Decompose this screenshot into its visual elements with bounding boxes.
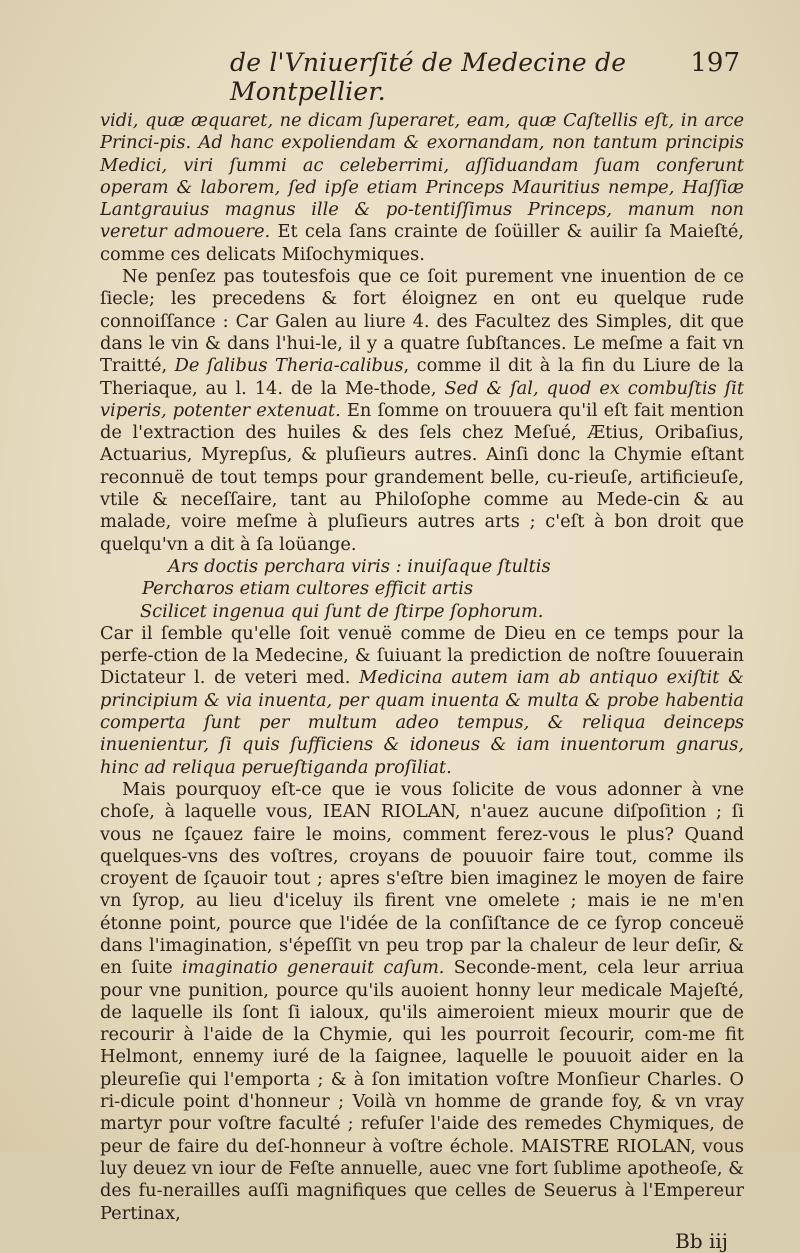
page-number: 197 xyxy=(690,48,740,78)
treatise-title: De ſalibus Theria-calibus xyxy=(174,355,404,377)
paragraph-2 xyxy=(100,266,744,556)
paragraph-1 xyxy=(100,110,744,266)
paragraph-4 xyxy=(100,779,744,1225)
page-header xyxy=(100,48,744,106)
verse-line: Perchαros etiam cultores efficit artis xyxy=(142,578,474,600)
paragraph-2-text-a: Ne penſez pas toutesfois que ce ſoit purement vne inuention de ce ſiecle; les precedens & fort éloignez en ont eu quelque rude connoiſſance : Car Galen au liure 4. des Facultez des Simples, dit que dans le vin & dans l'hui-le, il y a quatre ſubſtances. Le meſme a fait vn Traitté, xyxy=(100,266,744,377)
latin-phrase: imaginatio generauit caſum. xyxy=(181,957,445,979)
paragraph-3 xyxy=(100,623,744,779)
paragraph-4-text-b: Seconde-ment, cela leur arriua pour vne punition, pource qu'ils auoient honny leur medicale Majeſté, de laquelle ils ſont ſi ialoux, qu'ils aimeroient mieux mourir que de recourir à l'aide de la Chymie, qui les pourroit ſecourir, com-me fit Helmont, ennemy iuré de la ſaignee, laquelle le pouuoit aider en la pleureſie qui l'emporta ; & à ſon imitation voſtre Monſieur Charles. O ri-dicule point d'honneur ; Voilà vn homme de grande foy, & vn vray martyr pour voſtre faculté ; refuſer l'aide des remedes Chymiques, de peur de faire du deſ-honneur à voſtre échole. MAISTRE RIOLAN, vous luy deuez vn iour de Feſte annuelle, auec vne fort ſublime apotheoſe, & des fu-nerailles auſſi magnifiques que celles de Seuerus à l'Empereur Pertinax, xyxy=(100,957,745,1224)
signature-mark: Bb iij xyxy=(675,1228,728,1253)
paragraph-2-text-c: En ſomme on trouuera qu'il eſt fait mention de l'extraction des huiles & des ſels chez Meſué, Ætius, Oribaſius, Actuarius, Myrepſus, & pluſieurs autres. Ainſi donc la Chymie eſtant reconnuë de tout temps pour grandement belle, cu-rieuſe, artificieuſe, vtile & neceſſaire, tant au Philoſophe comme au Mede-cin & au malade, voire meſme à pluſieurs autres arts ; c'eſt à bon droit que quelqu'vn a dit à ſa loüange. xyxy=(100,399,744,555)
paragraph-2-text-b: , comme il dit à la fin du Liure de la Theriaque, au l. 14. de la Me-thode, xyxy=(100,355,744,399)
main-text xyxy=(100,110,744,1225)
paragraph-3-text: Car il ſemble qu'elle ſoit venuë comme de Dieu en ce temps pour la perfe-ction de la Medecine, & ſuiuant la prediction de noſtre ſouuerain Dictateur l. de veteri med. xyxy=(100,622,744,689)
french-passage: Et cela ſans crainte de ſoüiller & auilir ſa Maieſté, comme ces delicats Miſochymiques. xyxy=(100,221,745,265)
verse-line: Scilicet ingenua qui ſunt de ſtirpe ſophorum. xyxy=(140,600,544,622)
paragraph-4-text-a: Mais pourquoy eſt-ce que ie vous ſolicite de vous adonner à vne choſe, à laquelle vous, IEAN RIOLAN, n'auez aucune diſpoſition ; ſi vous ne ſçauez faire le moins, comment ferez-vous le plus? Quand quelques-vns des voſtres, croyans de pouuoir faire tout, comme ils croyent de ſçauoir tout ; apres s'eſtre bien imaginez le moyen de faire vn ſyrop, au lieu d'iceluy ils firent vne omelete ; mais ie ne m'en étonne point, pource que l'idée de la conſiſtance de ce ſyrop conceuë dans l'imagination, s'épeſſit vn peu trop par la chaleur de leur deſir, & en ſuite xyxy=(100,778,744,979)
hippocrates-quote: Medicina autem iam ab antiquo exiſtit & principium & via inuenta, per quam inuenta & multa & probe habentia comperta ſunt per multum adeo tempus, & reliqua deinceps inuenientur, ſi quis ſufficiens & idoneus & iam inuentorum gnarus, hinc ad reliqua perueſtiganda proſiliat. xyxy=(100,667,744,778)
latin-quote: Sed & ſal, quod ex combuſtis ſit viperis, potenter extenuat. xyxy=(100,377,744,421)
latin-passage: vidi, quæ æquaret, ne dicam ſuperaret, eam, quæ Caſtellis eſt, in arce Princi-pis. Ad hanc expoliendam & exornandam, non tantum principis Medici, viri ſummi ac celeberrimi, aſſiduandam ſuam conferunt operam & laborem, ſed ipſe etiam Princeps Mauritius nempe, Haſſiæ Lantgrauius magnus ille & po-tentiſſimus Princeps, manum non veretur admouere. xyxy=(100,110,744,243)
verse-line: Ars doctis perchara viris : inuiſaque ſtultis xyxy=(168,555,551,577)
running-title: de l'Vniuerſité de Medecine de Montpellier. xyxy=(230,48,627,106)
latin-verse xyxy=(100,556,744,623)
